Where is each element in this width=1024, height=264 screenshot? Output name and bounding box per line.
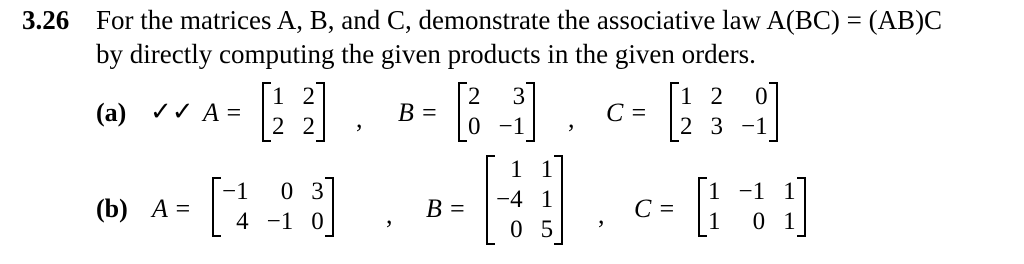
matrix-entry: 4	[236, 208, 249, 235]
part-b-matrix-B	[486, 155, 563, 245]
matrix-entry: 1	[680, 83, 693, 110]
matrix-entry: 2	[302, 113, 315, 140]
part-a-matrix-A	[262, 82, 325, 142]
part-a-matrix-C	[670, 82, 778, 142]
matrix-entry: −1	[222, 178, 249, 205]
part-b-A-label: A =	[152, 194, 192, 223]
matrix-entry: 1	[783, 178, 796, 205]
part-b-label: (b)	[96, 194, 128, 223]
part-b-B-label: B =	[426, 194, 466, 223]
comma: ,	[598, 200, 605, 229]
problem-number: 3.26	[22, 5, 70, 35]
matrix-entry: 1	[272, 83, 285, 110]
matrix-entry: −1	[498, 113, 526, 140]
part-b-matrix-C	[698, 177, 806, 237]
matrix-entry: 2	[468, 83, 481, 110]
matrix-entry: 1	[540, 156, 554, 183]
part-a-label: (a)	[96, 98, 127, 127]
matrix-entry: 0	[510, 216, 523, 243]
comma: ,	[386, 200, 393, 229]
matrix-entry: 0	[311, 208, 324, 235]
matrix-entry: 5	[540, 216, 554, 243]
matrix-entry: 2	[710, 83, 723, 110]
matrix-entry: 2	[302, 83, 315, 110]
problem-text-1: For the matrices A, B, and C, demonstrate the associative law A(BC) = (AB)C	[96, 5, 943, 35]
problem-line-2	[96, 38, 756, 70]
matrix-entry: −1	[266, 208, 294, 235]
part-b-matrix-A	[212, 177, 334, 237]
problem-line-1	[22, 4, 942, 36]
part-b-C-label: C =	[634, 194, 676, 223]
matrix-entry: 2	[272, 113, 285, 140]
comma: ,	[568, 104, 575, 133]
comma: ,	[356, 104, 363, 133]
problem-text-2: by directly computing the given products in the given orders.	[96, 39, 756, 69]
matrix-entry: 0	[468, 113, 481, 140]
matrix-entry: 1	[510, 156, 523, 183]
matrix-entry: 1	[708, 178, 721, 205]
matrix-entry: 0	[280, 178, 294, 205]
part-a-C-label: C =	[606, 98, 648, 127]
matrix-entry: 1	[540, 186, 554, 213]
matrix-entry: 1	[783, 208, 796, 235]
matrix-entry: 3	[311, 178, 324, 205]
matrix-entry: 0	[755, 83, 768, 110]
matrix-entry: 0	[752, 208, 766, 235]
matrix-entry: −4	[496, 186, 523, 213]
part-a-B-label: B =	[398, 98, 438, 127]
matrix-entry: 1	[708, 208, 721, 235]
matrix-entry: 2	[680, 113, 693, 140]
check-marks-icon: ✓✓	[150, 97, 194, 126]
matrix-entry: −1	[738, 178, 766, 205]
matrix-entry: −1	[741, 113, 768, 140]
part-a-matrix-B	[458, 82, 535, 142]
matrix-entry: 3	[710, 113, 723, 140]
matrix-entry: 3	[512, 83, 526, 110]
part-a-A-label: A =	[203, 98, 243, 127]
